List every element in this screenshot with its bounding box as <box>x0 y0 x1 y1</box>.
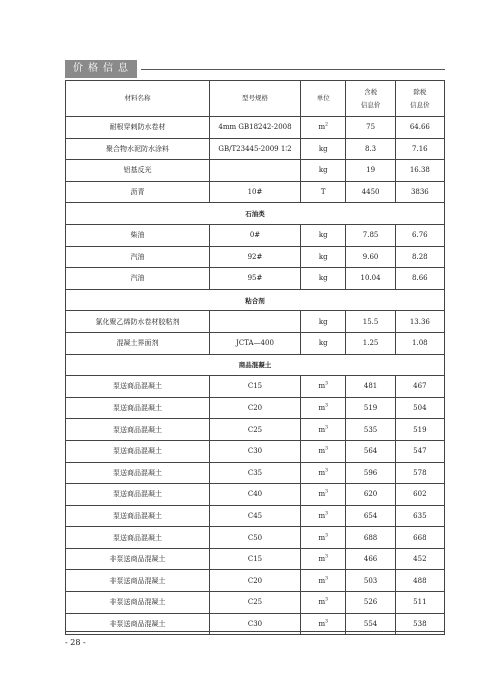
table-row <box>66 505 445 527</box>
unit-cell: $m^3$ <box>300 376 345 398</box>
unit-cell: $m^3$ <box>300 570 345 592</box>
header-tax-excluded-price: 除税 信息价 <box>395 81 444 117</box>
tax-included-price-cell: 4450 <box>346 181 395 203</box>
material-name-cell: 耐根穿刺防水卷材 <box>66 117 210 139</box>
spec-cell: 95# <box>210 268 301 290</box>
tax-excluded-price-cell: 668 <box>395 527 444 549</box>
material-name-cell: 汽油 <box>66 268 210 290</box>
material-name-cell: 柴油 <box>66 224 210 246</box>
section-header <box>65 60 445 78</box>
material-name-cell: 泵送商品混凝土 <box>66 462 210 484</box>
tax-excluded-price-cell: 64.66 <box>395 117 444 139</box>
unit-cell: $m^3$ <box>300 484 345 506</box>
spec-cell: 0# <box>210 224 301 246</box>
tax-excluded-price-cell: 7.16 <box>395 138 444 160</box>
table-row <box>66 160 445 182</box>
tax-included-price-cell: 8.3 <box>346 138 395 160</box>
bottom-rule <box>65 631 445 632</box>
tax-excluded-price-cell: 8.28 <box>395 246 444 268</box>
tax-included-price-cell: 10.04 <box>346 268 395 290</box>
spec-cell: C20 <box>210 570 301 592</box>
table-row <box>66 592 445 614</box>
category-row <box>66 289 445 311</box>
spec-cell: C50 <box>210 527 301 549</box>
tax-included-price-cell: 19 <box>346 160 395 182</box>
spec-cell: 92# <box>210 246 301 268</box>
material-name-cell: 沥青 <box>66 181 210 203</box>
tax-included-price-cell: 564 <box>346 440 395 462</box>
table-row <box>66 376 445 398</box>
spec-cell: C30 <box>210 613 301 635</box>
material-name-cell: 泵送商品混凝土 <box>66 397 210 419</box>
spec-cell: C45 <box>210 505 301 527</box>
tax-excluded-price-cell: 6.76 <box>395 224 444 246</box>
unit-cell: kg <box>300 268 345 290</box>
material-name-cell: 非泵送商品混凝土 <box>66 570 210 592</box>
table-row <box>66 527 445 549</box>
tax-included-price-cell: 688 <box>346 527 395 549</box>
spec-cell: JCTA—400 <box>210 332 301 354</box>
table-row <box>66 484 445 506</box>
price-table <box>65 80 445 635</box>
tax-excluded-price-cell: 13.36 <box>395 311 444 333</box>
tax-excluded-price-cell: 452 <box>395 548 444 570</box>
tax-excluded-price-cell: 602 <box>395 484 444 506</box>
header-tax-included-price: 含税 信息价 <box>346 81 395 117</box>
material-name-cell: 汽油 <box>66 246 210 268</box>
unit-cell: $m^3$ <box>300 592 345 614</box>
unit-cell: $m^3$ <box>300 462 345 484</box>
unit-cell: kg <box>300 246 345 268</box>
tax-excluded-price-cell: 8.66 <box>395 268 444 290</box>
spec-cell: C15 <box>210 376 301 398</box>
spec-cell: C20 <box>210 397 301 419</box>
spec-cell: C35 <box>210 462 301 484</box>
material-name-cell: 泵送商品混凝土 <box>66 527 210 549</box>
table-row <box>66 397 445 419</box>
tax-excluded-price-cell: 16.38 <box>395 160 444 182</box>
material-name-cell: 泵送商品混凝土 <box>66 484 210 506</box>
section-divider <box>141 69 445 70</box>
category-label: 粘合剂 <box>66 289 445 311</box>
tax-included-price-cell: 503 <box>346 570 395 592</box>
spec-cell: C30 <box>210 440 301 462</box>
unit-cell: kg <box>300 332 345 354</box>
material-name-cell: 非泵送商品混凝土 <box>66 613 210 635</box>
category-row <box>66 354 445 376</box>
category-label: 商品混凝土 <box>66 354 445 376</box>
table-row <box>66 462 445 484</box>
table-row <box>66 548 445 570</box>
unit-cell: $m^3$ <box>300 397 345 419</box>
unit-cell: kg <box>300 138 345 160</box>
tax-excluded-price-cell: 519 <box>395 419 444 441</box>
spec-cell: 10# <box>210 181 301 203</box>
tax-excluded-price-cell: 488 <box>395 570 444 592</box>
unit-cell: kg <box>300 160 345 182</box>
tax-excluded-price-cell: 538 <box>395 613 444 635</box>
unit-cell: $m^3$ <box>300 527 345 549</box>
tax-included-price-cell: 481 <box>346 376 395 398</box>
table-body <box>66 117 445 635</box>
material-name-cell: 泵送商品混凝土 <box>66 440 210 462</box>
material-name-cell: 混凝土界面剂 <box>66 332 210 354</box>
unit-cell: $m^3$ <box>300 440 345 462</box>
category-row <box>66 203 445 225</box>
header-unit: 单位 <box>300 81 345 117</box>
material-name-cell: 聚合物水泥防水涂料 <box>66 138 210 160</box>
tax-excluded-price-cell: 504 <box>395 397 444 419</box>
table-row <box>66 440 445 462</box>
unit-cell: $m^3$ <box>300 419 345 441</box>
unit-cell: $m^3$ <box>300 548 345 570</box>
table-row <box>66 117 445 139</box>
page-number: - 28 - <box>65 638 86 647</box>
material-name-cell: 泵送商品混凝土 <box>66 419 210 441</box>
spec-cell: 4mm GB18242-2008 <box>210 117 301 139</box>
material-name-cell: 氯化聚乙烯防水卷材胶粘剂 <box>66 311 210 333</box>
material-name-cell: 泵送商品混凝土 <box>66 376 210 398</box>
tax-excluded-price-cell: 3836 <box>395 181 444 203</box>
tax-included-price-cell: 654 <box>346 505 395 527</box>
material-name-cell: 泵送商品混凝土 <box>66 505 210 527</box>
section-title: 价格信息 <box>65 60 137 78</box>
table-row <box>66 570 445 592</box>
unit-cell: $m^3$ <box>300 613 345 635</box>
spec-cell: C40 <box>210 484 301 506</box>
tax-included-price-cell: 15.5 <box>346 311 395 333</box>
tax-included-price-cell: 9.60 <box>346 246 395 268</box>
table-row <box>66 311 445 333</box>
tax-included-price-cell: 596 <box>346 462 395 484</box>
table-row <box>66 246 445 268</box>
tax-excluded-price-cell: 547 <box>395 440 444 462</box>
table-row <box>66 419 445 441</box>
table-header-row <box>66 81 445 117</box>
spec-cell: GB/T23445-2009 1∶2 <box>210 138 301 160</box>
spec-cell: C25 <box>210 419 301 441</box>
tax-included-price-cell: 7.85 <box>346 224 395 246</box>
material-name-cell: 铝基反光 <box>66 160 210 182</box>
tax-included-price-cell: 1.25 <box>346 332 395 354</box>
spec-cell <box>210 311 301 333</box>
tax-included-price-cell: 554 <box>346 613 395 635</box>
unit-cell: T <box>300 181 345 203</box>
tax-included-price-cell: 75 <box>346 117 395 139</box>
header-material-name: 材料名称 <box>66 81 210 117</box>
tax-included-price-cell: 466 <box>346 548 395 570</box>
tax-excluded-price-cell: 511 <box>395 592 444 614</box>
tax-excluded-price-cell: 578 <box>395 462 444 484</box>
tax-excluded-price-cell: 1.08 <box>395 332 444 354</box>
spec-cell: C15 <box>210 548 301 570</box>
material-name-cell: 非泵送商品混凝土 <box>66 548 210 570</box>
tax-excluded-price-cell: 467 <box>395 376 444 398</box>
tax-included-price-cell: 620 <box>346 484 395 506</box>
tax-included-price-cell: 535 <box>346 419 395 441</box>
spec-cell: C25 <box>210 592 301 614</box>
unit-cell: $m^3$ <box>300 505 345 527</box>
unit-cell: kg <box>300 311 345 333</box>
tax-included-price-cell: 526 <box>346 592 395 614</box>
unit-cell: $m^2$ <box>300 117 345 139</box>
table-row <box>66 268 445 290</box>
table-row <box>66 138 445 160</box>
spec-cell <box>210 160 301 182</box>
tax-included-price-cell: 519 <box>346 397 395 419</box>
category-label: 石油类 <box>66 203 445 225</box>
material-name-cell: 非泵送商品混凝土 <box>66 592 210 614</box>
table-row <box>66 224 445 246</box>
table-row <box>66 332 445 354</box>
unit-cell: kg <box>300 224 345 246</box>
table-row <box>66 181 445 203</box>
tax-excluded-price-cell: 635 <box>395 505 444 527</box>
header-spec: 型号规格 <box>210 81 301 117</box>
